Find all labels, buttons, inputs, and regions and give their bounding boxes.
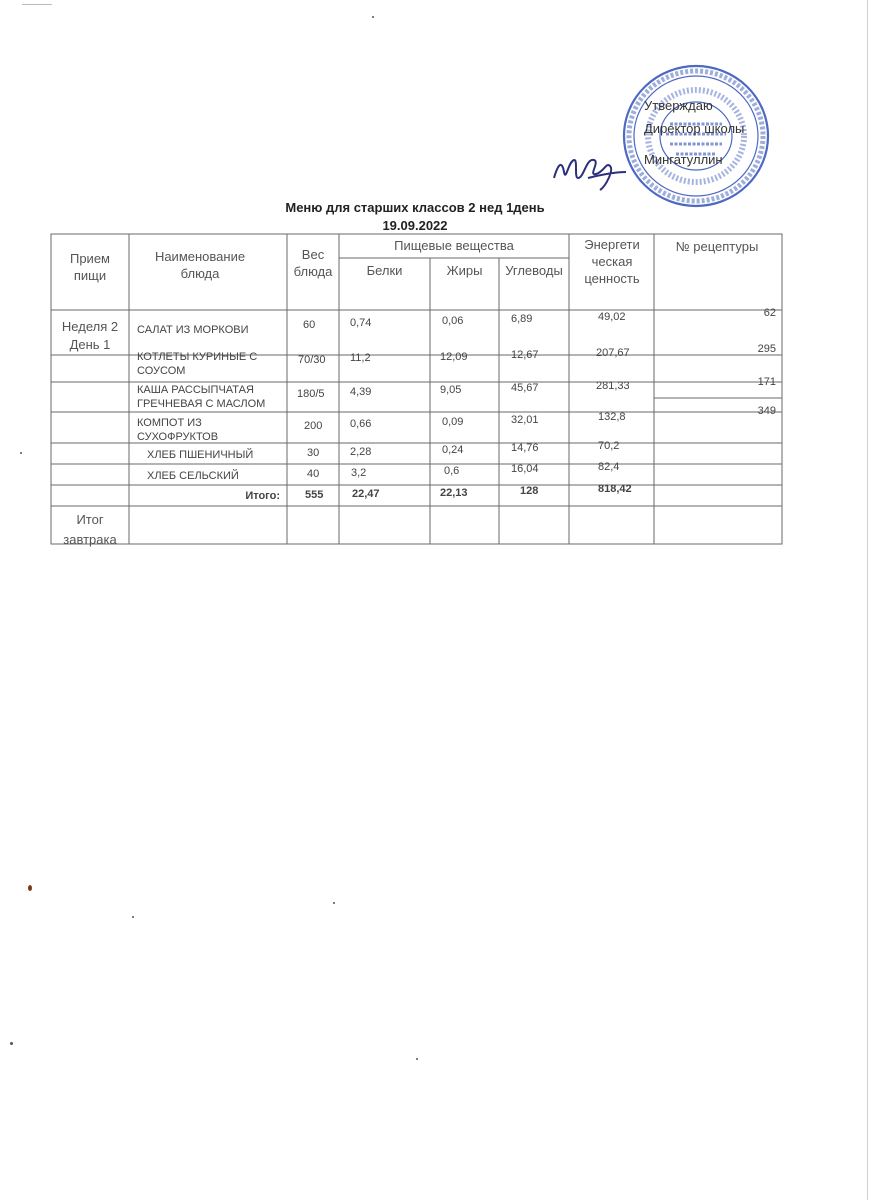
cell-dish: КОТЛЕТЫ КУРИНЫЕ С СОУСОМ xyxy=(137,351,258,377)
scan-speck xyxy=(416,1058,418,1060)
header-dish: Наименование блюда xyxy=(154,249,246,281)
cell-recipe: 295 xyxy=(757,343,776,355)
header-protein: Белки xyxy=(366,263,403,278)
cell-energy: 281,33 xyxy=(596,380,630,392)
breakfast-total-label: Итог завтрака xyxy=(63,512,117,547)
approval-name: Мингатуллин xyxy=(644,152,723,167)
total-energy: 818,42 xyxy=(598,483,632,495)
cell-dish: ХЛЕБ СЕЛЬСКИЙ xyxy=(147,470,239,482)
header-fat: Жиры xyxy=(446,263,483,278)
cell-recipe: 62 xyxy=(763,307,776,319)
cell-dish: КОМПОТ ИЗ СУХОФРУКТОВ xyxy=(137,417,219,443)
cell-recipe: 349 xyxy=(757,405,776,417)
cell-fat: 9,05 xyxy=(440,384,462,396)
total-label: Итого: xyxy=(245,490,280,502)
cell-fat: 0,6 xyxy=(444,465,460,477)
total-fat: 22,13 xyxy=(440,487,468,499)
total-weight: 555 xyxy=(305,489,324,501)
cell-energy: 82,4 xyxy=(598,461,620,473)
cell-fat: 0,06 xyxy=(442,315,464,327)
cell-dish: КАША РАССЫПЧАТАЯ ГРЕЧНЕВАЯ С МАСЛОМ xyxy=(137,384,266,410)
cell-protein: 4,39 xyxy=(350,386,372,398)
cell-carbs: 14,76 xyxy=(511,442,539,454)
cell-energy: 132,8 xyxy=(598,411,626,423)
approval-position: Директор школы xyxy=(644,121,745,136)
cell-protein: 11,2 xyxy=(350,352,371,364)
scan-speck xyxy=(372,16,374,18)
scan-speck xyxy=(10,1042,13,1045)
header-nutrients: Пищевые вещества xyxy=(394,238,514,253)
menu-title-line: Меню для старших классов 2 нед 1день xyxy=(285,200,545,215)
cell-carbs: 12,67 xyxy=(511,349,539,361)
header-recipe: № рецептуры xyxy=(675,239,759,254)
scan-speck xyxy=(333,902,335,904)
header-weight: Вес блюда xyxy=(293,247,333,279)
cell-weight: 60 xyxy=(303,319,316,331)
header-meal: Прием пищи xyxy=(69,251,110,283)
cell-energy: 70,2 xyxy=(598,440,620,452)
cell-carbs: 6,89 xyxy=(511,313,533,325)
cell-weight: 200 xyxy=(304,420,323,432)
scan-speck xyxy=(28,885,32,891)
meal-day: День 1 xyxy=(69,337,111,352)
total-carbs: 128 xyxy=(520,485,539,497)
cell-weight: 180/5 xyxy=(297,388,325,400)
cell-protein: 0,66 xyxy=(350,418,372,430)
header-energy: Энергети ческая ценность xyxy=(584,237,640,286)
cell-protein: 2,28 xyxy=(350,446,372,458)
cell-fat: 0,09 xyxy=(442,416,464,428)
cell-weight: 30 xyxy=(307,447,320,459)
menu-date: 19.09.2022 xyxy=(382,218,448,233)
meal-period xyxy=(53,318,127,354)
scan-speck xyxy=(132,916,134,918)
cell-dish: ХЛЕБ ПШЕНИЧНЫЙ xyxy=(147,449,254,461)
approval-title: Утверждаю xyxy=(644,98,713,113)
cell-recipe: 171 xyxy=(757,376,776,388)
cell-carbs: 32,01 xyxy=(511,414,539,426)
cell-weight: 70/30 xyxy=(298,354,326,366)
cell-dish: САЛАТ ИЗ МОРКОВИ xyxy=(137,324,249,336)
cell-weight: 40 xyxy=(307,468,320,480)
total-protein: 22,47 xyxy=(352,488,380,500)
cell-protein: 3,2 xyxy=(351,467,367,479)
cell-fat: 12,09 xyxy=(440,351,468,363)
header-carbs: Углеводы xyxy=(505,263,563,278)
cell-carbs: 45,67 xyxy=(511,382,539,394)
cell-energy: 49,02 xyxy=(598,311,626,323)
cell-fat: 0,24 xyxy=(442,444,464,456)
meal-week: Неделя 2 xyxy=(61,319,119,334)
cell-energy: 207,67 xyxy=(596,347,630,359)
scan-speck xyxy=(20,452,22,454)
cell-protein: 0,74 xyxy=(350,317,372,329)
cell-carbs: 16,04 xyxy=(511,463,539,475)
